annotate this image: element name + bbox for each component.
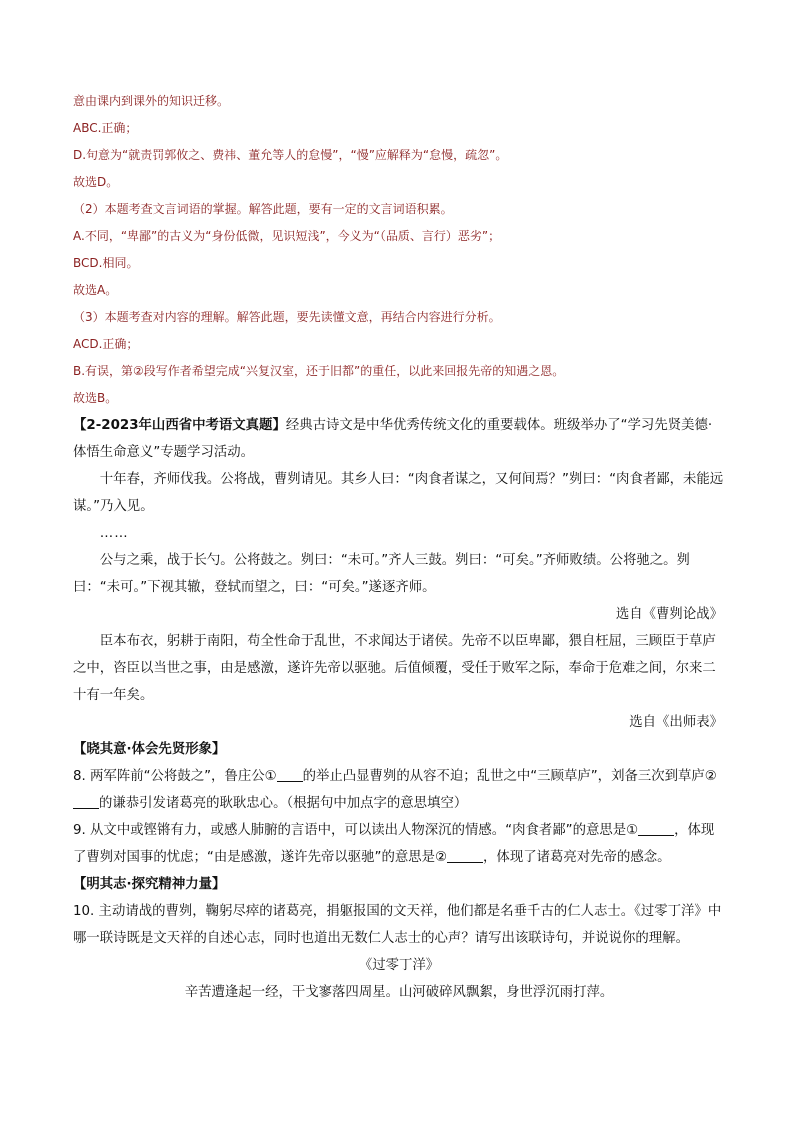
- section-heading-2: 【明其志·探究精神力量】: [73, 877, 226, 892]
- answer-line: 故选A。: [73, 283, 118, 297]
- poem-title: 《过零丁洋》: [358, 958, 440, 973]
- question-8: [73, 763, 725, 817]
- question-10: 10. 主动请战的曹刿，鞠躬尽瘁的诸葛亮，捐躯报国的文天祥，他们都是名垂千古的仁人志士。《过零丁洋》中哪一联诗既是文天祥的自述心志，同时也道出无数仁人志士的心声？请写出该联诗句，并说说你的理解。: [73, 904, 722, 946]
- answer-line: A.不同，“卑鄙”的古义为“身份低微，见识短浅”，今义为“（品质、言行）恶劣”；: [73, 229, 501, 243]
- answer-blank[interactable]: [447, 848, 483, 863]
- answer-line: 意由课内到课外的知识迁移。: [73, 94, 230, 108]
- passage-paragraph-2: 公与之乘，战于长勺。公将鼓之。刿曰：“未可。”齐人三鼓。刿曰：“可矣。”齐师败绩。公将驰之。刿曰：“未可。”下视其辙，登轼而望之，曰：“可矣。”遂逐齐师。: [73, 553, 690, 595]
- answer-line: 故选D。: [73, 175, 119, 189]
- question-source-tag: 【2-2023年山西省中考语文真题】: [73, 418, 286, 433]
- answer-blank[interactable]: [277, 767, 303, 782]
- answer-line: ACD.正确；: [73, 337, 139, 351]
- answer-line: ABC.正确；: [73, 121, 138, 135]
- answer-line: 故选B。: [73, 391, 118, 405]
- section-heading-1: 【晓其意·体会先贤形象】: [73, 742, 226, 757]
- passage-paragraph-1: 十年春，齐师伐我。公将战，曹刿请见。其乡人曰：“肉食者谋之，又何间焉？”刿曰：“肉食者鄙，未能远谋。”乃入见。: [73, 472, 724, 514]
- question-9: [73, 817, 725, 871]
- poem-line: 辛苦遭逢起一经，干戈寥落四周星。山河破碎风飘絮，身世浮沉雨打萍。: [184, 985, 614, 1000]
- passage-source-2: 选自《出师表》: [629, 715, 723, 730]
- answer-blank[interactable]: [638, 821, 674, 836]
- question-9-text-c: ，体现了诸葛亮对先帝的感念。: [483, 850, 671, 865]
- answer-line: （3）本题考查对内容的理解。解答此题，要先读懂文意，再结合内容进行分析。: [73, 310, 501, 324]
- question-8-text-b: 的举止凸显曹刿的从容不迫；乱世之中“三顾草庐”，刘备三次到草庐②: [302, 769, 717, 784]
- question-8-text-c: 的谦恭引发诸葛亮的耿耿忠心。（根据句中加点字的意思填空）: [99, 796, 468, 811]
- answer-line: B.有误，第②段写作者希望完成“兴复汉室，还于旧都”的重任，以此来回报先帝的知遇之恩。: [73, 364, 565, 378]
- passage-ellipsis: ……: [99, 526, 129, 541]
- question-9-text-b: ，体现了曹刿对国事的忧虑；“由是感激，遂许先帝以驱驰”的意思是②: [73, 823, 715, 865]
- question-9-text-a: 9. 从文中或铿锵有力，或感人肺腑的言语中，可以读出人物深沉的情感。“肉食者鄙”的意思是①: [73, 823, 639, 838]
- passage-paragraph-3: 臣本布衣，躬耕于南阳，苟全性命于乱世，不求闻达于诸侯。先帝不以臣卑鄙，猥自枉屈，三顾臣于草庐之中，咨臣以当世之事，由是感激，遂许先帝以驱驰。后值倾覆，受任于败军之际，奉命于危难之间，尔来二十有一年矣。: [73, 634, 716, 703]
- question-intro: [73, 412, 725, 466]
- question-intro-text: 经典古诗文是中华优秀传统文化的重要载体。班级举办了“学习先贤美德·体悟生命意义”专题学习活动。: [73, 418, 713, 460]
- question-8-text-a: 8. 两军阵前“公将鼓之”，鲁庄公①: [73, 769, 277, 784]
- passage-source-1: 选自《曹刿论战》: [615, 607, 723, 622]
- answer-line: （2）本题考查文言词语的掌握。解答此题，要有一定的文言词语积累。: [73, 202, 453, 216]
- answer-blank[interactable]: [73, 794, 99, 809]
- document-page: [73, 88, 725, 1006]
- answer-line: BCD.相同。: [73, 256, 139, 270]
- answer-line: D.句意为“就责罚郭攸之、费祎、董允等人的怠慢”，“慢”应解释为“怠慢，疏忽”。: [73, 148, 508, 162]
